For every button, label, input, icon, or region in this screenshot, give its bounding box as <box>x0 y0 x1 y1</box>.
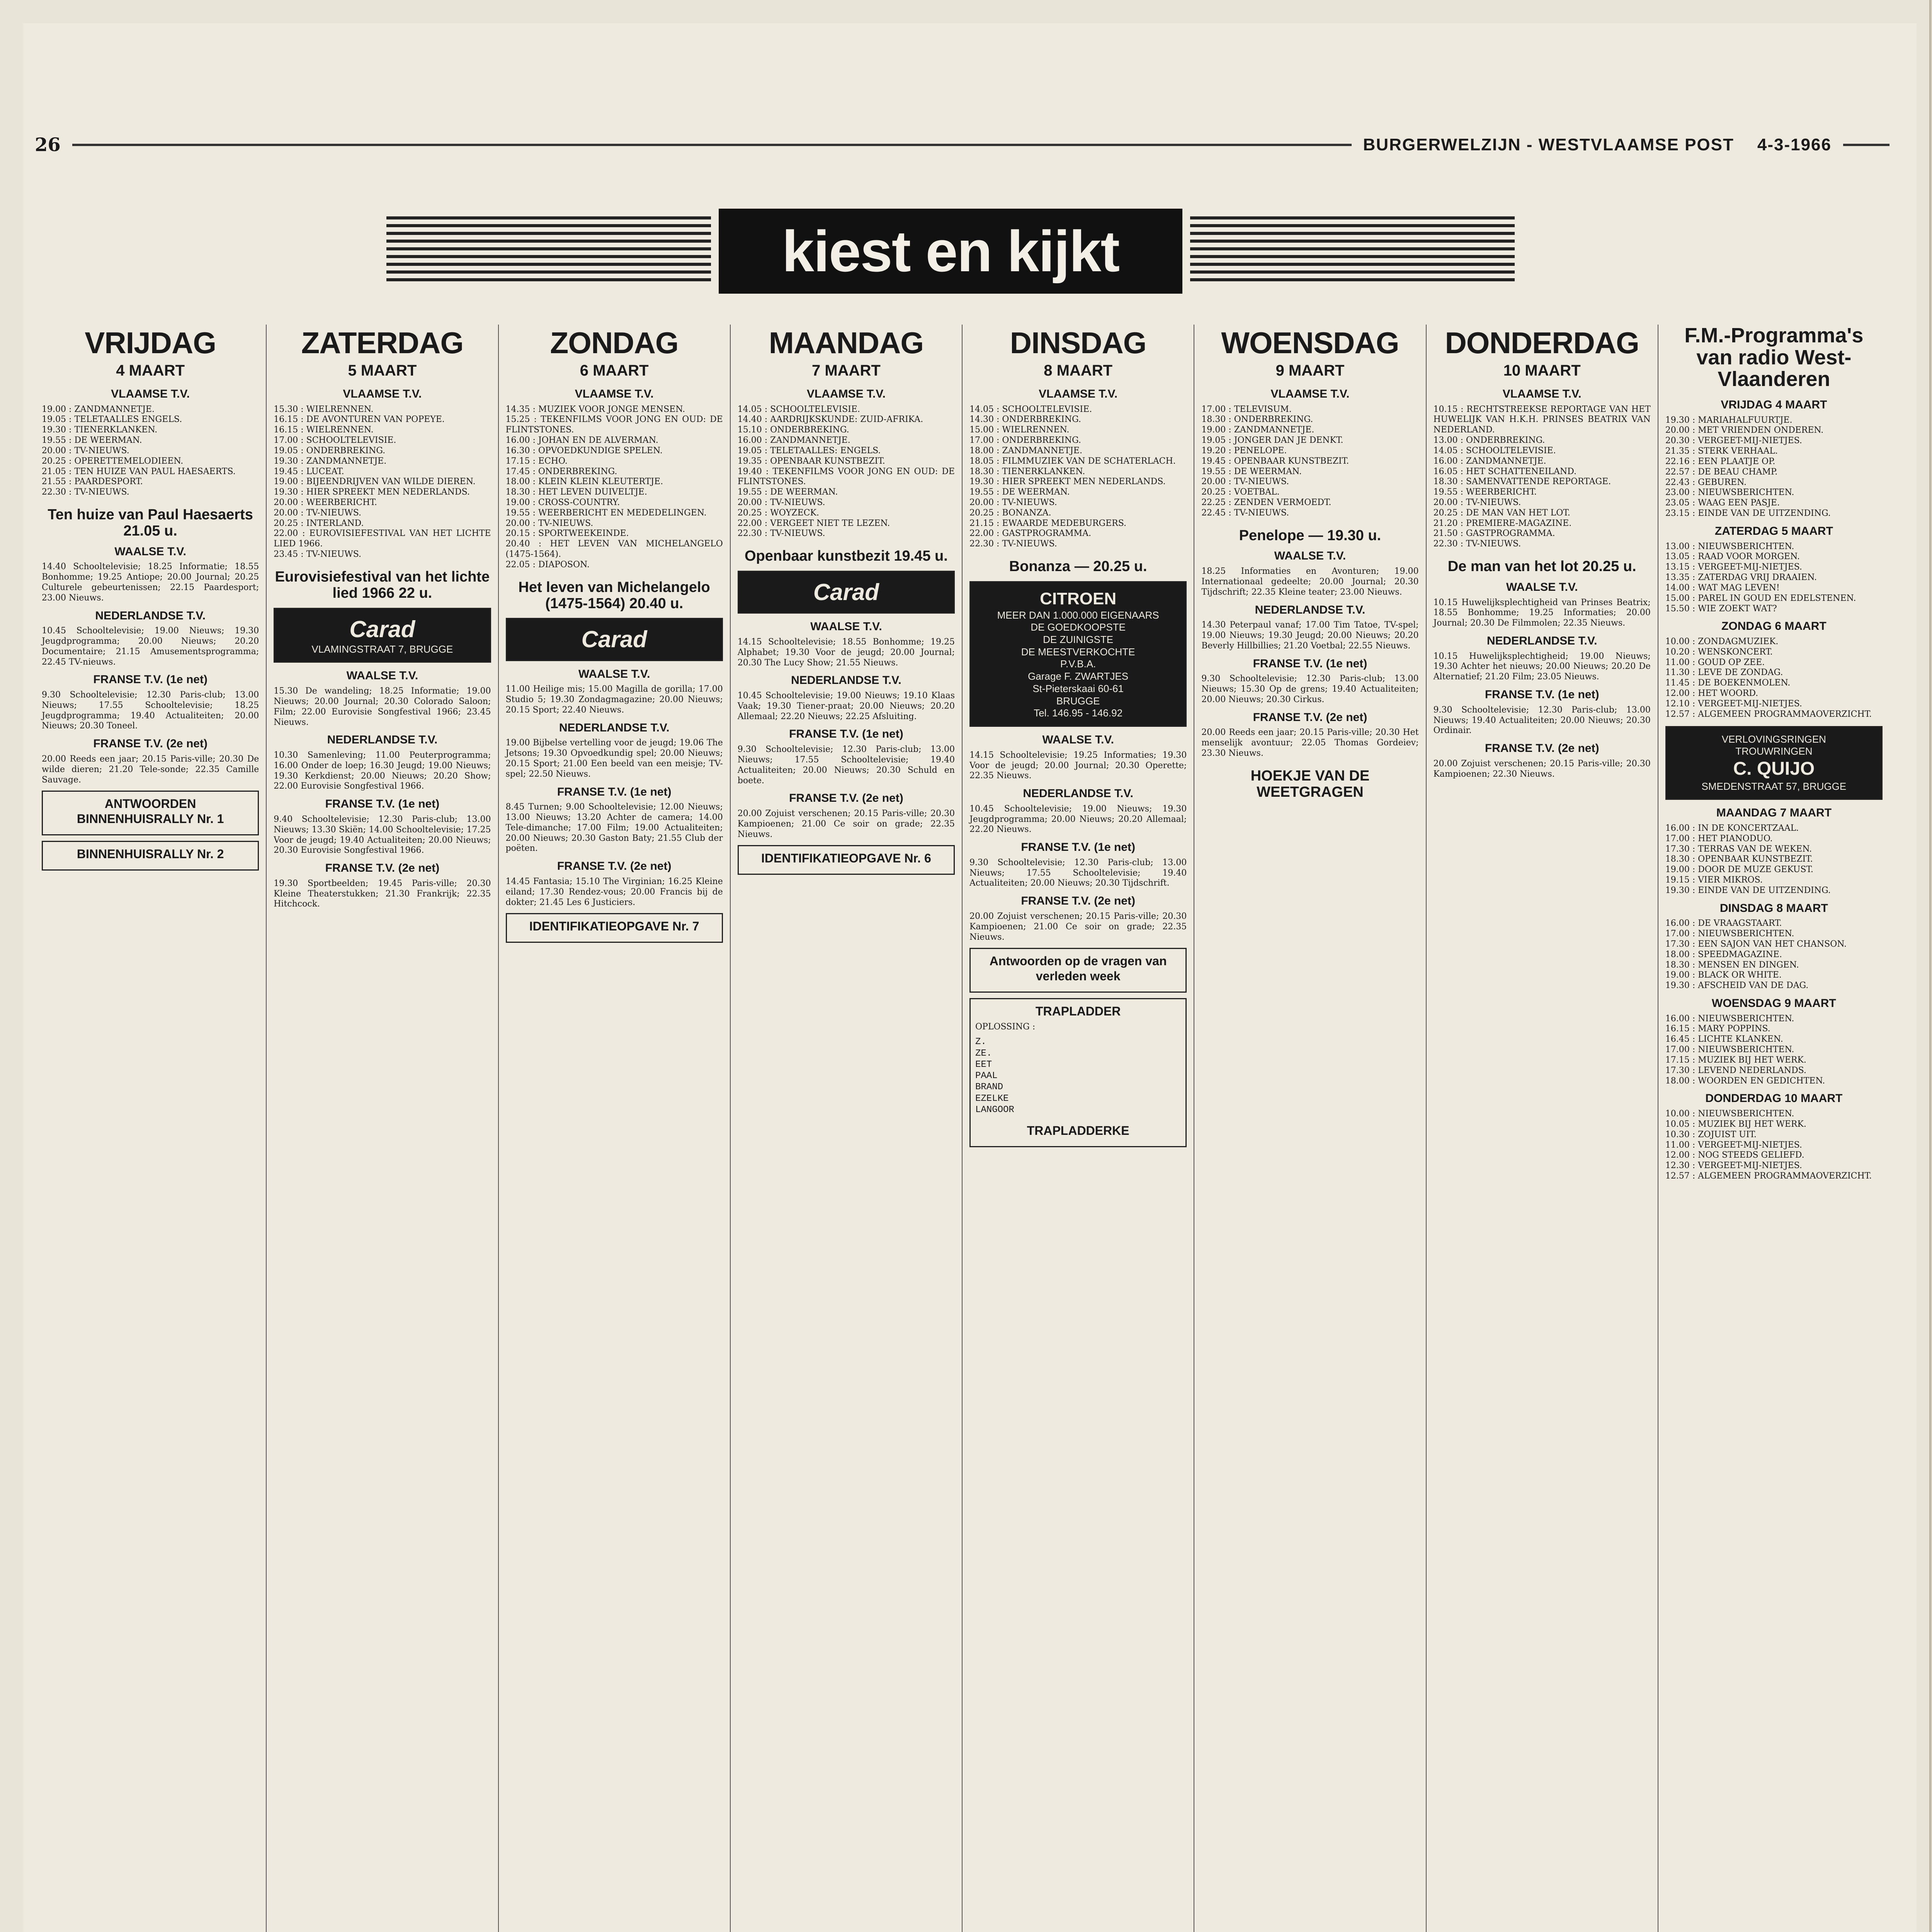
puzzle-title: ANTWOORDEN BINNENHUISRALLY Nr. 1 <box>77 797 224 826</box>
program-item: 16.30 : OPVOEDKUNDIGE SPELEN. <box>505 446 663 456</box>
program-item: 19.30 : TIENERKLANKEN. <box>42 425 158 435</box>
program-item: 13.00 : ONDERBREKING. <box>1433 435 1545 446</box>
program-item: 19.55 : DE WEERMAN. <box>1201 466 1302 476</box>
weetvragen-title: HOEKJE VAN DE WEETGRAGEN <box>1250 767 1370 800</box>
program-item: 20.00 : TV-NIEUWS. <box>737 498 825 507</box>
station-program-text: 9.40 Schooltelevisie; 12.30 Paris-club; 13.00 Nieuws; 13.30 Skiën; 14.00 Schooltelevisie; 17.25 Voor de jeugd; 19.40 Actualiteiten; 20.00 Nieuws; 20.30 Eurovisie Songfestival 1966. <box>274 814 491 855</box>
program-item: 21.50 : GASTPROGRAMMA. <box>1433 529 1555 539</box>
program-item: 19.05 : TELETAALLES ENGELS. <box>42 415 182 425</box>
citroen-line: P.V.B.A. <box>1060 658 1096 670</box>
program-item: 20.25 : OPERETTEMELODIEEN. <box>42 456 184 466</box>
program-item: 15.30 : WIELRENNEN. <box>274 404 374 414</box>
radio-item: 12.30 : VERGEET-MIJ-NIETJES. <box>1665 1161 1802 1171</box>
publication-name: BURGERWELZIJN - WESTVLAAMSE POST <box>1363 135 1734 154</box>
program-item: 19.55 : DE WEERMAN. <box>42 435 142 446</box>
station-name: NEDERLANDSE T.V. <box>327 733 438 747</box>
program-item: 19.00 : ZANDMANNETJE. <box>1201 425 1315 435</box>
station-name: VLAAMSE T.V. <box>1502 387 1582 400</box>
station-name: VLAAMSE T.V. <box>575 387 654 400</box>
trapladder-box <box>969 998 1187 1147</box>
station-program-text: 14.45 Fantasia; 15.10 The Virginian; 16.25 Kleine eiland; 17.30 Rendez-vous; 20.00 Francis bij de dokter; 21.45 Les 6 Justiciers. <box>505 876 723 907</box>
program-item: 19.45 : LUCEAT. <box>274 466 344 476</box>
day-title: ZONDAG <box>550 326 679 360</box>
trapladder-word: BRAND <box>975 1082 1003 1093</box>
radio-item: 18.00 : WOORDEN EN GEDICHTEN. <box>1665 1076 1825 1086</box>
header-rule <box>72 144 1352 146</box>
program-item: 21.05 : TEN HUIZE VAN PAUL HAESAERTS. <box>42 466 236 476</box>
station-program-text: 9.30 Schooltelevisie; 12.30 Paris-club; 13.00 Nieuws; 17.55 Schooltelevisie; 19.40 Actualiteiten; 20.00 Nieuws; 20.30 Tijdschrift. <box>969 857 1187 888</box>
program-item: 14.05 : SCHOOLTELEVISIE. <box>969 404 1092 414</box>
radio-column <box>1658 325 1889 1932</box>
program-item: 14.05 : SCHOOLTELEVISIE. <box>1433 446 1556 456</box>
radio-item: 21.35 : STERK VERHAAL. <box>1665 446 1778 456</box>
day-column-dinsdag <box>963 325 1194 1932</box>
citroen-line: BRUGGE <box>1056 695 1100 707</box>
citroen-line: DE GOEDKOOPSTE <box>1031 621 1126 633</box>
program-item: 17.00 : TELEVISUM. <box>1201 404 1292 414</box>
program-item: 16.15 : WIELRENNEN. <box>274 425 374 435</box>
day-title: DINSDAG <box>1010 326 1146 360</box>
radio-item: 23.05 : WAAG EEN PASJE. <box>1665 498 1780 508</box>
radio-item: 22.16 : EEN PLAATJE OP. <box>1665 456 1776 466</box>
program-item: 16.00 : ZANDMANNETJE. <box>1433 456 1546 466</box>
radio-item: 10.00 : NIEUWSBERICHTEN. <box>1665 1109 1794 1119</box>
program-item: 14.40 : AARDRIJKSKUNDE: ZUID-AFRIKA. <box>737 415 923 425</box>
radio-item: 17.30 : LEVEND NEDERLANDS. <box>1665 1065 1806 1075</box>
program-item: 22.00 : EUROVISIEFESTIVAL VAN HET LICHTE LIED 1966. <box>274 529 491 549</box>
radio-item: 19.00 : DOOR DE MUZE GEKUST. <box>1665 865 1813 875</box>
radio-item: 11.00 : GOUD OP ZEE. <box>1665 657 1765 667</box>
program-item: 18.30 : SAMENVATTENDE REPORTAGE. <box>1433 477 1611 487</box>
quijo-line: VERLOVINGSRINGEN <box>1721 733 1826 745</box>
station-name: NEDERLANDSE T.V. <box>1486 634 1597 648</box>
station-name: WAALSE T.V. <box>810 620 882 633</box>
citroen-line: DE MEESTVERKOCHTE <box>1021 646 1135 658</box>
program-item: 20.00 : TV-NIEUWS. <box>969 498 1057 507</box>
program-item: 18.00 : ZANDMANNETJE. <box>969 446 1082 456</box>
station-name: VLAAMSE T.V. <box>1270 387 1350 400</box>
program-item: 20.00 : TV-NIEUWS. <box>1201 477 1289 487</box>
puzzle-title: BINNENHUISRALLY Nr. 2 <box>77 847 224 861</box>
station-name: WAALSE T.V. <box>114 545 186 558</box>
radio-item: 15.00 : PAREL IN GOUD EN EDELSTENEN. <box>1665 593 1856 603</box>
program-item: 16.05 : HET SCHATTENEILAND. <box>1433 466 1577 476</box>
program-item: 19.20 : PENELOPE. <box>1201 446 1287 456</box>
radio-item: 10.05 : MUZIEK BIJ HET WERK. <box>1665 1119 1806 1129</box>
program-item: 19.35 : OPENBAAR KUNSTBEZIT. <box>737 456 885 466</box>
station-name: WAALSE T.V. <box>1042 733 1114 747</box>
station-name: VLAAMSE T.V. <box>806 387 886 400</box>
program-item: 19.55 : WEERBERICHT. <box>1433 487 1537 497</box>
station-program-text: 9.30 Schooltelevisie; 12.30 Paris-club; 13.00 Nieuws; 17.55 Schooltelevisie; 18.25 Jeugdprogramma; 19.40 Actualiteiten; 20.00 Nieuws; 20.30 Toneel. <box>42 690 259 731</box>
radio-item: 18.30 : MENSEN EN DINGEN. <box>1665 960 1799 970</box>
program-item: 14.05 : SCHOOLTELEVISIE. <box>737 404 860 414</box>
radio-item: 17.30 : TERRAS VAN DE WEKEN. <box>1665 844 1812 854</box>
program-item: 20.25 : WOYZECK. <box>737 508 819 518</box>
radio-item: 10.00 : ZONDAGMUZIEK. <box>1665 636 1779 646</box>
station-name: FRANSE T.V. (1e net) <box>1253 657 1367 670</box>
program-item: 15.25 : TEKENFILMS VOOR JONG EN OUD: DE FLINTSTONES. <box>505 415 723 435</box>
radio-item: 13.15 : VERGEET-MIJ-NIETJES. <box>1665 562 1802 572</box>
quijo-line: TROUWRINGEN <box>1735 745 1813 757</box>
radio-item: 13.00 : NIEUWSBERICHTEN. <box>1665 541 1794 551</box>
trapladder-word: PAAL <box>975 1071 998 1082</box>
day-column-vrijdag <box>35 325 267 1932</box>
carad-advert <box>506 618 723 661</box>
station-name: FRANSE T.V. (2e net) <box>93 737 207 750</box>
program-item: 19.45 : OPENBAAR KUNSTBEZIT. <box>1201 456 1349 466</box>
radio-item: 20.30 : VERGEET-MIJ-NIETJES. <box>1665 436 1802 446</box>
feature-title: Openbaar kunstbezit 19.45 u. <box>744 548 948 565</box>
program-item: 22.05 : DIAPOSON. <box>505 560 590 570</box>
station-name: FRANSE T.V. (2e net) <box>789 792 903 805</box>
program-item: 22.25 : ZENDEN VERMOEDT. <box>1201 498 1332 507</box>
radio-item: 12.00 : HET WOORD. <box>1665 689 1759 699</box>
radio-day: ZONDAG 6 MAART <box>1721 620 1827 633</box>
program-item: 19.00 : ZANDMANNETJE. <box>42 404 155 414</box>
station-name: FRANSE T.V. (1e net) <box>557 785 672 798</box>
puzzle-title: Antwoorden op de vragen van verleden week <box>989 954 1167 983</box>
carad-advert <box>274 608 491 663</box>
day-column-woensdag <box>1194 325 1426 1932</box>
program-item: 20.00 : WEERBERICHT. <box>274 498 377 507</box>
issue-date: 4-3-1966 <box>1757 135 1832 154</box>
station-program-text: 10.45 Schooltelevisie; 19.00 Nieuws; 19.30 Jeugdprogramma; 20.00 Nieuws; 20.20 Allemaal; 22.20 Nieuws. <box>969 804 1187 835</box>
program-item: 19.05 : JONGER DAN JE DENKT. <box>1201 435 1344 446</box>
station-program-text: 10.15 Huwelijksplechtigheid; 19.00 Nieuws; 19.30 Achter het nieuws; 20.00 Nieuws; 20.20 De Alternatief; 21.20 Film; 23.05 Nieuws. <box>1433 651 1651 682</box>
citroen-line: DE ZUINIGSTE <box>1043 634 1114 646</box>
radio-item: 13.35 : ZATERDAG VRIJ DRAAIEN. <box>1665 573 1817 583</box>
program-item: 21.20 : PREMIERE-MAGAZINE. <box>1433 518 1572 528</box>
trapladder-subtitle: OPLOSSING : <box>975 1022 1036 1032</box>
program-item: 22.45 : TV-NIEUWS. <box>1201 508 1289 518</box>
station-name: VLAAMSE T.V. <box>343 387 422 400</box>
program-item: 20.00 : TV-NIEUWS. <box>505 518 594 528</box>
station-name: FRANSE T.V. (1e net) <box>93 673 207 686</box>
program-item: 20.00 : TV-NIEUWS. <box>42 446 129 456</box>
program-item: 22.00 : VERGEET NIET TE LEZEN. <box>737 518 890 528</box>
adjacent-page-edge <box>1929 0 1932 1932</box>
day-date: 6 MAART <box>580 362 649 379</box>
station-program-text: 10.15 Huwelijksplechtigheid van Prinses Beatrix; 18.55 Bonhomme; 19.25 Informaties; 20.00 Journal; 20.30 De Filmmolen; 22.35 Nieuws. <box>1433 597 1651 628</box>
station-name: NEDERLANDSE T.V. <box>791 674 901 687</box>
radio-item: 16.00 : IN DE KONCERTZAAL. <box>1665 823 1799 833</box>
radio-item: 19.15 : VIER MIKROS. <box>1665 875 1763 885</box>
puzzle-box <box>969 948 1187 993</box>
station-program-text: 14.15 Schooltelevisie; 18.55 Bonhomme; 19.25 Alphabet; 19.30 Voor de jeugd; 20.00 Journal; 20.30 The Lucy Show; 21.55 Nieuws. <box>737 637 955 668</box>
station-name: NEDERLANDSE T.V. <box>559 721 670 734</box>
station-program-text: 20.00 Zojuist verschenen; 20.15 Paris-ville; 20.30 Kampioenen; 21.00 Ce soir on grade; 22.35 Nieuws. <box>969 911 1187 942</box>
citroen-line: Tel. 146.95 - 146.92 <box>1034 707 1123 719</box>
program-item: 22.30 : TV-NIEUWS. <box>969 539 1057 549</box>
radio-item: 11.00 : VERGEET-MIJ-NIETJES. <box>1665 1140 1802 1150</box>
station-program-text: 9.30 Schooltelevisie; 12.30 Paris-club; 13.00 Nieuws; 17.55 Schooltelevisie; 19.40 Actualiteiten; 20.00 Nieuws; 20.30 Schuld en boete. <box>737 745 955 786</box>
station-program-text: 19.30 Sportbeelden; 19.45 Paris-ville; 20.30 Kleine Theaterstukken; 21.30 Frankrijk; 22.35 Hitchcock. <box>274 878 491 909</box>
trapladder-word: EZELKE <box>975 1093 1009 1104</box>
program-item: 19.30 : HIER SPREEKT MEN NEDERLANDS. <box>969 477 1166 487</box>
feature-title: Eurovisiefestival van het lichte lied 1966 22 u. <box>275 568 490 601</box>
puzzle-title: IDENTIFIKATIEOPGAVE Nr. 6 <box>761 851 931 866</box>
day-date: 5 MAART <box>348 362 417 379</box>
program-item: 20.25 : INTERLAND. <box>274 518 364 528</box>
header-rule-right <box>1843 144 1889 146</box>
program-item: 20.00 : TV-NIEUWS. <box>274 508 362 518</box>
program-item: 15.00 : WIELRENNEN. <box>969 425 1070 435</box>
day-title: DONDERDAG <box>1445 326 1639 360</box>
station-program-text: 10.45 Schooltelevisie; 19.00 Nieuws; 19.10 Klaas Vaak; 19.30 Tiener-praat; 20.00 Nieuws; 20.20 Allemaal; 22.20 Nieuws; 22.25 Afsluiting. <box>737 690 955 721</box>
program-item: 22.30 : TV-NIEUWS. <box>737 529 825 539</box>
station-name: FRANSE T.V. (2e net) <box>325 862 440 875</box>
program-item: 16.00 : ZANDMANNETJE. <box>737 435 850 446</box>
station-program-text: 14.30 Peterpaul vanaf; 17.00 Tim Tatoe, TV-spel; 19.00 Nieuws; 19.30 Jeugd; 20.00 Nieuws; 20.20 Beverly Hillbillies; 21.20 Voetbal; 22.55 Nieuws. <box>1201 620 1419 651</box>
radio-item: 19.30 : AFSCHEID VAN DE DAG. <box>1665 981 1809 991</box>
station-name: FRANSE T.V. (1e net) <box>1485 688 1599 701</box>
program-item: 17.45 : ONDERBREKING. <box>505 466 617 476</box>
carad-logo: Carad <box>349 616 415 642</box>
radio-item: 22.57 : DE BEAU CHAMP. <box>1665 467 1778 477</box>
radio-item: 15.50 : WIE ZOEKT WAT? <box>1665 604 1777 614</box>
carad-logo: Carad <box>813 579 879 605</box>
station-name: FRANSE T.V. (1e net) <box>325 798 440 811</box>
program-item: 18.30 : TIENERKLANKEN. <box>969 466 1085 476</box>
station-program-text: 19.00 Bijbelse vertelling voor de jeugd; 19.06 The Jetsons; 19.30 Opvoedkundig spel; 20.00 Nieuws; 20.15 Sport; 21.00 Een beeld van een meisje; TV-spel; 22.50 Nieuws. <box>505 738 723 779</box>
station-program-text: 8.45 Turnen; 9.00 Schooltelevisie; 12.00 Nieuws; 13.00 Nieuws; 13.20 Achter de camera; 14.00 Tele-dimanche; 17.00 Film; 19.00 Actualiteiten; 20.00 Nieuws; 20.30 Gaston Baty; 21.55 Club der poëten. <box>505 802 723 854</box>
radio-item: 17.30 : EEN SAJON VAN HET CHANSON. <box>1665 939 1847 949</box>
trapladder-title: TRAPLADDER <box>1035 1004 1121 1019</box>
trapladderke-title: TRAPLADDERKE <box>1027 1124 1129 1138</box>
program-item: 16.15 : DE AVONTUREN VAN POPEYE. <box>274 415 445 425</box>
program-item: 19.30 : ZANDMANNETJE. <box>274 456 387 466</box>
day-date: 10 MAART <box>1503 362 1581 379</box>
day-date: 4 MAART <box>116 362 185 379</box>
carad-advert <box>738 571 955 614</box>
program-item: 20.25 : DE MAN VAN HET LOT. <box>1433 508 1570 518</box>
puzzle-box <box>738 845 955 875</box>
day-date: 7 MAART <box>811 362 881 379</box>
day-column-zondag <box>499 325 731 1932</box>
radio-item: 16.00 : NIEUWSBERICHTEN. <box>1665 1014 1794 1024</box>
station-program-text: 14.15 Schooltelevisie; 19.25 Informaties; 19.30 Voor de jeugd; 20.00 Journal; 20.30 Operette; 22.35 Nieuws. <box>969 750 1187 781</box>
day-column-zaterdag <box>267 325 498 1932</box>
day-date: 9 MAART <box>1276 362 1345 379</box>
station-name: NEDERLANDSE T.V. <box>1255 603 1366 616</box>
station-name: VLAAMSE T.V. <box>1039 387 1118 400</box>
radio-day: ZATERDAG 5 MAART <box>1714 524 1833 537</box>
radio-item: 18.30 : OPENBAAR KUNSTBEZIT. <box>1665 854 1813 864</box>
puzzle-box <box>42 841 259 871</box>
radio-item: 11.45 : DE BOEKENMOLEN. <box>1665 678 1791 688</box>
program-item: 16.00 : JOHAN EN DE ALVERMAN. <box>505 435 658 446</box>
feature-title: Het leven van Michelangelo (1475-1564) 20.40 u. <box>518 579 710 612</box>
station-name: WAALSE T.V. <box>1274 549 1346 563</box>
program-item: 19.05 : ONDERBREKING. <box>274 446 386 456</box>
carad-logo: Carad <box>581 626 647 653</box>
radio-day: VRIJDAG 4 MAART <box>1721 398 1827 412</box>
program-item: 17.00 : SCHOOLTELEVISIE. <box>274 435 396 446</box>
radio-item: 12.10 : VERGEET-MIJ-NIETJES. <box>1665 699 1802 709</box>
program-item: 18.00 : KLEIN KLEIN KLEUTERTJE. <box>505 477 663 487</box>
citroen-line: CITROEN <box>1040 589 1117 608</box>
station-program-text: 10.45 Schooltelevisie; 19.00 Nieuws; 19.30 Jeugdprogramma; 20.00 Nieuws; 20.20 Documentaire; 21.15 Amusementsprogramma; 22.45 TV-nieuws. <box>42 626 259 667</box>
radio-item: 10.30 : ZOJUIST UIT. <box>1665 1129 1757 1139</box>
station-program-text: 18.25 Informaties en Avonturen; 19.00 Internationaal gedeelte; 20.00 Journal; 20.30 Tijdschrift; 22.35 Kleine teater; 23.00 Nieuws. <box>1201 566 1419 597</box>
radio-title: F.M.-Programma's van radio West-Vlaanderen <box>1684 325 1864 391</box>
radio-item: 23.00 : NIEUWSBERICHTEN. <box>1665 488 1794 498</box>
program-item: 20.25 : BONANZA. <box>969 508 1051 518</box>
feature-title: Penelope — 19.30 u. <box>1239 527 1381 544</box>
station-program-text: 20.00 Reeds een jaar; 20.15 Paris-ville; 20.30 Het menselijk avontuur; 22.05 Thomas Gordeiev; 23.30 Nieuws. <box>1201 728 1419 758</box>
station-program-text: 11.00 Heilige mis; 15.00 Magilla de gorilla; 17.00 Studio 5; 19.30 Zondagmagazine; 20.00 Nieuws; 20.15 Sport; 22.40 Nieuws. <box>505 684 723 715</box>
program-item: 19.55 : DE WEERMAN. <box>969 487 1070 497</box>
station-program-text: 15.30 De wandeling; 18.25 Informatie; 19.00 Nieuws; 20.00 Journal; 20.30 Colorado Saloon; Film; 22.00 Eurovisie Songfestival 1966; 23.45 Nieuws. <box>274 686 491 727</box>
station-name: FRANSE T.V. (2e net) <box>1485 742 1599 755</box>
radio-item: 16.45 : LICHTE KLANKEN. <box>1665 1034 1783 1044</box>
program-item: 19.00 : BIJEENDRIJVEN VAN WILDE DIEREN. <box>274 477 476 487</box>
program-item: 19.00 : CROSS-COUNTRY. <box>505 498 620 507</box>
radio-item: 17.00 : NIEUWSBERICHTEN. <box>1665 1045 1794 1055</box>
program-item: 22.00 : GASTPROGRAMMA. <box>969 529 1091 539</box>
radio-item: 14.00 : WAT MAG LEVEN! <box>1665 583 1780 593</box>
citroen-line: MEER DAN 1.000.000 EIGENAARS <box>997 609 1159 621</box>
day-column-maandag <box>731 325 963 1932</box>
citroen-line: Garage F. ZWARTJES <box>1028 670 1129 682</box>
program-item: 14.35 : MUZIEK VOOR JONGE MENSEN. <box>505 404 685 414</box>
station-name: WAALSE T.V. <box>346 669 418 682</box>
program-item: 20.25 : VOETBAL. <box>1201 487 1280 497</box>
station-program-text: 14.40 Schooltelevisie; 18.25 Informatie; 18.55 Bonhomme; 19.25 Antiope; 20.00 Journal; 20.25 Culturele gebeurtenissen; 22.15 Paardesport; 23.00 Nieuws. <box>42 562 259 603</box>
section-banner: kiest en kijkt <box>719 209 1182 294</box>
puzzle-box <box>506 913 723 943</box>
day-date: 8 MAART <box>1044 362 1113 379</box>
station-name: VLAAMSE T.V. <box>111 387 190 400</box>
program-item: 19.55 : WEERBERICHT EN MEDEDELINGEN. <box>505 508 707 518</box>
radio-day: DINSDAG 8 MAART <box>1719 901 1828 915</box>
station-program-text: 20.00 Zojuist verschenen; 20.15 Paris-ville; 20.30 Kampioenen; 21.00 Ce soir on grade; 22.35 Nieuws. <box>737 808 955 839</box>
radio-item: 19.00 : BLACK OR WHITE. <box>1665 970 1782 980</box>
puzzle-box <box>42 791 259 835</box>
program-item: 18.30 : ONDERBREKING. <box>1201 415 1313 425</box>
program-item: 20.00 : TV-NIEUWS. <box>1433 498 1521 507</box>
program-item: 19.55 : DE WEERMAN. <box>737 487 838 497</box>
trapladder-word: ZE. <box>975 1048 992 1059</box>
radio-day: MAANDAG 7 MAART <box>1716 806 1832 820</box>
station-program-text: 20.00 Reeds een jaar; 20.15 Paris-ville; 20.30 De wilde dieren; 21.20 Tele-sonde; 22.35 Camille Sauvage. <box>42 754 259 785</box>
radio-day: WOENSDAG 9 MAART <box>1712 997 1836 1010</box>
quijo-line: C. QUIJO <box>1733 758 1815 779</box>
station-name: FRANSE T.V. (1e net) <box>1021 841 1135 854</box>
quijo-line: SMEDENSTRAAT 57, BRUGGE <box>1701 780 1847 792</box>
station-name: FRANSE T.V. (2e net) <box>1253 711 1367 724</box>
program-item: 19.40 : TEKENFILMS VOOR JONG EN OUD: DE FLINTSTONES. <box>737 466 955 487</box>
radio-item: 12.57 : ALGEMEEN PROGRAMMAOVERZICHT. <box>1665 1171 1872 1181</box>
program-item: 14.30 : ONDERBREKING. <box>969 415 1081 425</box>
banner-stripes-left <box>386 216 711 286</box>
station-name: WAALSE T.V. <box>1506 580 1578 594</box>
program-item: 18.05 : FILMMUZIEK VAN DE SCHATERLACH. <box>969 456 1176 466</box>
station-name: FRANSE T.V. (2e net) <box>1021 895 1135 908</box>
banner-stripes-right <box>1190 216 1515 286</box>
tv-guide-columns <box>35 325 1889 1932</box>
trapladder-word: LANGOOR <box>975 1104 1014 1115</box>
radio-item: 13.05 : RAAD VOOR MORGEN. <box>1665 552 1800 562</box>
radio-day: DONDERDAG 10 MAART <box>1705 1092 1843 1105</box>
program-item: 22.30 : TV-NIEUWS. <box>1433 539 1521 549</box>
program-item: 10.15 : RECHTSTREEKSE REPORTAGE VAN HET HUWELIJK VAN H.K.H. PRINSES BEATRIX VAN NEDERLAND. <box>1433 404 1651 435</box>
radio-item: 16.00 : DE VRAAGSTAART. <box>1665 918 1782 929</box>
station-name: WAALSE T.V. <box>578 667 650 680</box>
radio-item: 23.15 : EINDE VAN DE UITZENDING. <box>1665 509 1831 519</box>
program-item: 15.10 : ONDERBREKING. <box>737 425 849 435</box>
radio-item: 17.00 : NIEUWSBERICHTEN. <box>1665 929 1794 939</box>
feature-title: Ten huize van Paul Haesaerts 21.05 u. <box>48 507 253 539</box>
page-number: 26 <box>35 134 61 156</box>
program-item: 22.30 : TV-NIEUWS. <box>42 487 129 497</box>
radio-item: 12.00 : NOG STEEDS GELIEFD. <box>1665 1150 1804 1160</box>
program-item: 19.05 : TELETAALLES: ENGELS. <box>737 446 881 456</box>
radio-item: 16.15 : MARY POPPINS. <box>1665 1024 1770 1034</box>
radio-item: 11.30 : LEVE DE ZONDAG. <box>1665 668 1783 678</box>
carad-address: VLAMINGSTRAAT 7, BRUGGE <box>311 643 453 655</box>
program-item: 19.30 : HIER SPREEKT MEN NEDERLANDS. <box>274 487 470 497</box>
day-title: VRIJDAG <box>85 326 216 360</box>
program-item: 21.15 : EWAARDE MEDEBURGERS. <box>969 518 1127 528</box>
program-item: 17.00 : ONDERBREKING. <box>969 435 1081 446</box>
radio-item: 22.43 : GEBUREN. <box>1665 477 1747 487</box>
radio-item: 10.20 : WENSKONCERT. <box>1665 647 1773 657</box>
station-name: FRANSE T.V. (1e net) <box>789 728 903 741</box>
citroen-advert <box>969 581 1187 727</box>
citroen-line: St-Pieterskaai 60-61 <box>1032 682 1124 694</box>
radio-item: 19.30 : MARIAHALFUURTJE. <box>1665 415 1793 425</box>
radio-item: 19.30 : EINDE VAN DE UITZENDING. <box>1665 885 1831 895</box>
page-header <box>35 131 1889 158</box>
program-item: 21.55 : PAARDESPORT. <box>42 477 143 487</box>
radio-item: 12.57 : ALGEMEEN PROGRAMMAOVERZICHT. <box>1665 709 1872 719</box>
feature-title: Bonanza — 20.25 u. <box>1009 558 1147 575</box>
trapladder-word: EET <box>975 1059 992 1070</box>
program-item: 23.45 : TV-NIEUWS. <box>274 549 362 560</box>
station-program-text: 20.00 Zojuist verschenen; 20.15 Paris-ville; 20.30 Kampioenen; 22.30 Nieuws. <box>1433 759 1651 779</box>
station-program-text: 9.30 Schooltelevisie; 12.30 Paris-club; 13.00 Nieuws; 15.30 Op de grens; 19.40 Actualiteiten; 20.00 Nieuws; 20.30 Cirkus. <box>1201 674 1419 704</box>
station-name: NEDERLANDSE T.V. <box>1023 787 1133 800</box>
program-item: 17.15 : ECHO. <box>505 456 568 466</box>
station-program-text: 9.30 Schooltelevisie; 12.30 Paris-club; 13.00 Nieuws; 19.40 Actualiteiten; 20.00 Nieuws; 20.30 Ordinair. <box>1433 705 1651 736</box>
day-column-donderdag <box>1427 325 1658 1932</box>
radio-item: 18.00 : SPEEDMAGAZINE. <box>1665 949 1782 959</box>
day-title: ZATERDAG <box>301 326 464 360</box>
station-name: NEDERLANDSE T.V. <box>95 609 206 622</box>
program-item: 20.40 : HET LEVEN VAN MICHELANGELO (1475-1564). <box>505 539 723 560</box>
radio-item: 17.15 : MUZIEK BIJ HET WERK. <box>1665 1055 1806 1065</box>
program-item: 18.30 : HET LEVEN DUIVELTJE. <box>505 487 647 497</box>
quijo-advert <box>1665 726 1883 800</box>
day-title: MAANDAG <box>769 326 924 360</box>
program-item: 20.15 : SPORTWEEKEINDE. <box>505 529 629 539</box>
radio-item: 17.00 : HET PIANODUO. <box>1665 833 1773 844</box>
trapladder-word: Z. <box>975 1037 986 1048</box>
feature-title: De man van het lot 20.25 u. <box>1447 558 1636 575</box>
radio-item: 20.00 : MET VRIENDEN ONDEREN. <box>1665 425 1824 435</box>
station-program-text: 10.30 Samenleving; 11.00 Peuterprogramma; 16.00 Onder de loep; 16.30 Jeugd; 19.00 Nieuws; 19.30 Kerkdienst; 20.00 Nieuws; 20.20 Show; 22.00 Eurovisie Songfestival 1966. <box>274 750 491 791</box>
puzzle-title: IDENTIFIKATIEOPGAVE Nr. 7 <box>529 919 699 934</box>
day-title: WOENSDAG <box>1221 326 1399 360</box>
station-name: FRANSE T.V. (2e net) <box>557 860 672 873</box>
